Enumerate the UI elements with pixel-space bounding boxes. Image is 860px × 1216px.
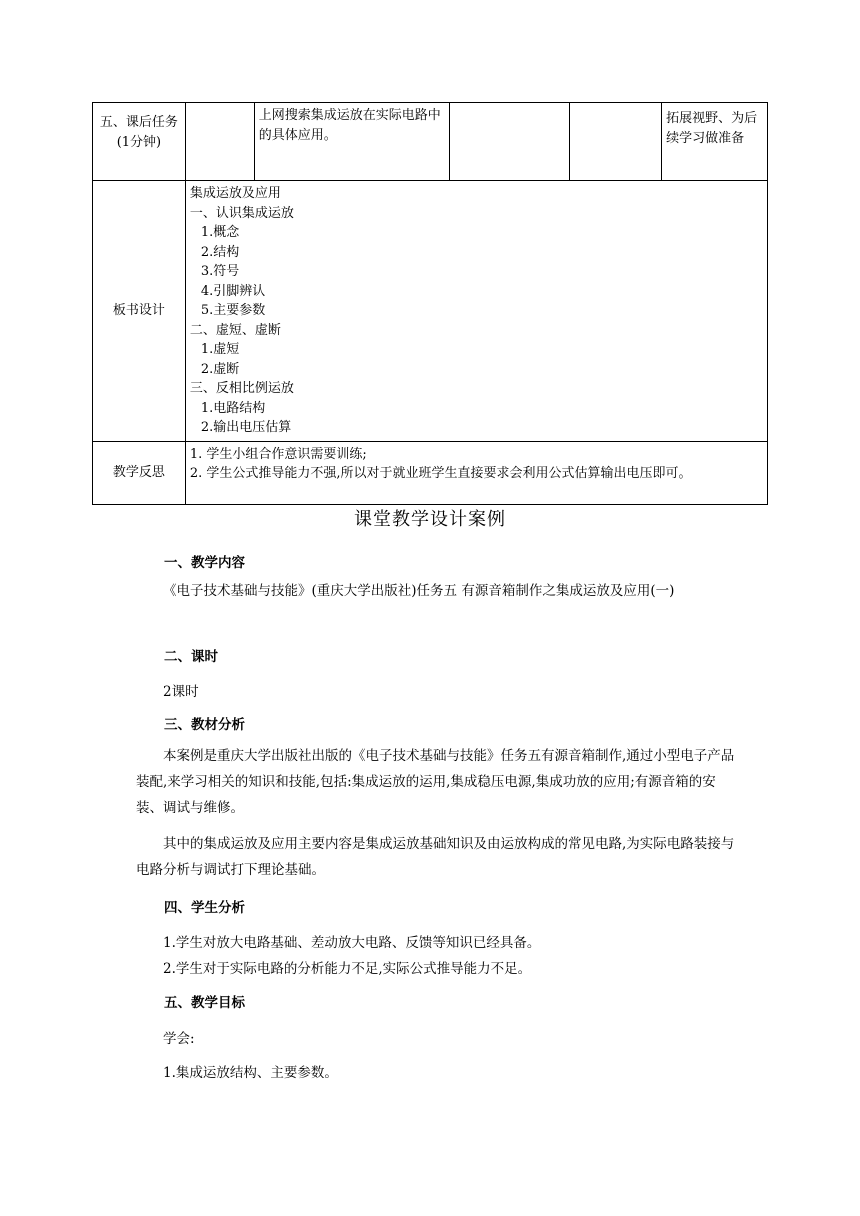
section-paragraph: 本案例是重庆大学出版社出版的《电子技术基础与技能》任务五有源音箱制作,通过小型电子产品装配,来学习相关的知识和技能,包括:集成运放的运用,集成稳压电源,集成功放的应用;有源音箱的安装、调试与维修。 — [136, 748, 735, 816]
board-line: 4.引脚辨认 — [200, 283, 266, 299]
board-line: 2.输出电压估算 — [200, 420, 292, 435]
section-title: 五、教学目标 — [164, 995, 245, 1011]
empty-cell — [570, 103, 662, 181]
section-line: 1.集成运放结构、主要参数。 — [163, 1065, 338, 1081]
board-line: 3.符号 — [200, 264, 240, 279]
table-row-reflection — [93, 441, 768, 504]
table-row-after-class — [93, 103, 768, 181]
section-title: 四、学生分析 — [164, 900, 245, 916]
document-title: 课堂教学设计案例 — [354, 509, 506, 530]
section-line: 1.学生对放大电路基础、差动放大电路、反馈等知识已经具备。 — [163, 935, 541, 951]
board-line: 一、认识集成运放 — [189, 205, 294, 221]
section-title: 二、课时 — [164, 649, 218, 665]
after-class-content: 上网搜索集成运放在实际电路中的具体应用。 — [254, 103, 450, 181]
lesson-plan-table — [92, 102, 768, 505]
section-line: 学会: — [163, 1031, 195, 1047]
board-line: 1.电路结构 — [200, 400, 266, 416]
after-class-purpose: 拓展视野、为后续学习做准备 — [662, 103, 768, 181]
board-line: 2.结构 — [200, 244, 240, 260]
section-line: 2.学生对于实际电路的分析能力不足,实际公式推导能力不足。 — [163, 961, 532, 977]
section-paragraph: 《电子技术基础与技能》(重庆大学出版社)任务五 有源音箱制作之集成运放及应用(一) — [163, 583, 675, 599]
board-line: 二、虚短、虚断 — [189, 322, 281, 338]
board-line: 1.虚短 — [200, 342, 240, 357]
reflection-content — [185, 441, 767, 504]
after-class-label: 五、课后任务(1分钟) — [93, 103, 186, 181]
reflection-line: 2. 学生公式推导能力不强,所以对于就业班学生直接要求会利用公式估算输出电压即可。 — [189, 466, 692, 481]
board-line: 2.虚断 — [200, 361, 240, 377]
section-title: 一、教学内容 — [164, 555, 245, 571]
section-line: 2课时 — [163, 684, 199, 700]
board-line: 5.主要参数 — [200, 303, 266, 318]
reflection-label: 教学反思 — [93, 441, 186, 504]
empty-cell — [185, 103, 254, 181]
board-line: 三、反相比例运放 — [189, 381, 294, 396]
empty-cell — [450, 103, 570, 181]
board-line: 集成运放及应用 — [189, 186, 281, 201]
reflection-line: 1. 学生小组合作意识需要训练; — [189, 446, 367, 462]
table-row-board — [93, 181, 768, 442]
board-label: 板书设计 — [93, 181, 186, 442]
section-title: 三、教材分析 — [164, 717, 245, 733]
section-paragraph: 其中的集成运放及应用主要内容是集成运放基础知识及由运放构成的常见电路,为实际电路装接与电路分析与调试打下理论基础。 — [136, 836, 735, 878]
board-content — [185, 181, 767, 442]
board-line: 1.概念 — [200, 225, 240, 240]
